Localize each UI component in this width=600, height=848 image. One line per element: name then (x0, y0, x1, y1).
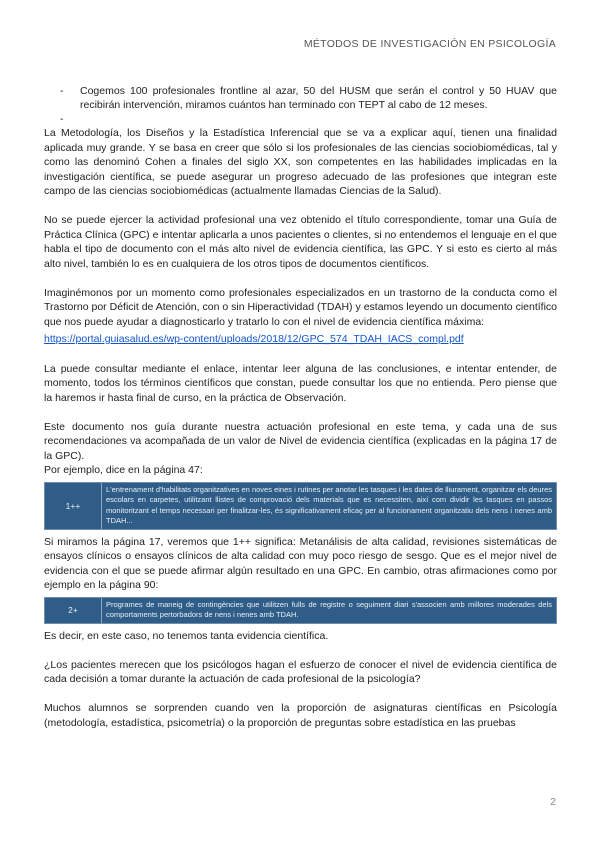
evidence-recommendation: Programes de maneig de contingències que utilitzen fulls de registre o seguiment diari s'associen amb millores moderades dels comportaments pertorbadors de nens i nenes amb TDAH. (106, 599, 552, 619)
evidence-grade: 2+ (45, 598, 102, 623)
evidence-recommendation: L'entrenament d'habilitats organitzatives en noves eines i rutines per anotar les tasques i les dates de lliurament, organitzar els deures escolars en carpetes, utilitzant llistes de comprovació dels materials que es necessiten, així com dividir les tasques en passos monitoritzant el temps necessari per finalitzar-les, és significativament eficaç per al funcionament organitzatiu dels nens i nenes amb TDAH... (106, 484, 552, 525)
bullet-list (44, 84, 557, 126)
bullet-item-empty (60, 112, 557, 126)
paragraph-guide: Este documento nos guía durante nuestra actuación profesional en este tema, y cada una de sus recomendaciones va acompañada de un valor de Nivel de evidencia científica (explicadas en la página 17 de la GPC). (44, 420, 557, 462)
paragraph-less-evidence: Es decir, en este caso, no tenemos tanta evidencia científica. (44, 629, 329, 642)
evidence-table-1 (44, 482, 557, 530)
page-number: 2 (550, 796, 556, 808)
paragraph-consult: La puede consultar mediante el enlace, intentar leer alguna de las conclusiones, e intentar entender, de momento, todos los términos científicos que constan, puede consultar los que no entienda. Pero piense que la haremos ir hasta final de curso, en la práctica de Observación. (44, 362, 557, 404)
paragraph-methodology: La Metodología, los Diseños y la Estadística Inferencial que se va a explicar aquí, tienen una finalidad aplicada muy grande. Y se basa en creer que sólo si los profesionales de las ciencias sociobiomédicas, tal y como las denominó Cohen a finales del siglo XX, son competentes en las habilidades implicadas en la investigación científica, se puede asegurar un progreso adecuado de las profesiones que integran este campo de las ciencias sociobiomédicas (actualmente llamadas Ciencias de la Salud). (44, 127, 557, 197)
evidence-table-2 (44, 597, 557, 624)
gpc-link[interactable]: https://portal.guiasalud.es/wp-content/uploads/2018/12/GPC_574_TDAH_IACS_compl.pdf (44, 333, 464, 345)
paragraph-gpc: No se puede ejercer la actividad profesional una vez obtenido el título correspondiente, tomar una Guía de Práctica Clínica (GPC) e intentar aplicarla a unos pacientes o clientes, si no entendemos el lenguaje en el que habla el tipo de documento con el más alto nivel de evidencia científica, las GPC. Y si esto es cierto al más alto nivel, también lo es en cualquiera de los otros tipos de documentos científicos. (44, 214, 557, 270)
bullet-item: - Cogemos 100 profesionales frontline al azar, 50 del HUSM que serán el control y 50 HUAV que recibirán intervención, miramos cuántos han terminado con TEPT al cabo de 12 meses. (60, 84, 557, 112)
document-body (44, 84, 557, 730)
paragraph-question: ¿Los pacientes merecen que los psicólogos hagan el esfuerzo de conocer el nivel de evidencia científica de cada decisión a tomar durante la actuación de cada profesional de la psicología? (44, 658, 557, 685)
evidence-grade: 1++ (45, 483, 102, 529)
paragraph-students: Muchos alumnos se sorprenden cuando ven la proporción de asignaturas científicas en Psicología (metodología, estadística, psicometría) o la proporción de preguntas sobre estadística en las pruebas (44, 702, 557, 729)
paragraph-tdah: Imaginémonos por un momento como profesionales especializados en un trastorno de la conducta como el Trastorno por Déficit de Atención, con o sin Hiperactividad (TDAH) y estamos leyendo un documento científico que nos puede ayudar a diagnosticarlo y tratarlo lo con el nivel de evidencia científica máxima: (44, 286, 557, 328)
page-header-title: MÉTODOS DE INVESTIGACIÓN EN PSICOLOGÍA (303, 38, 556, 50)
paragraph-page17: Si miramos la página 17, veremos que 1++ significa: Metanálisis de alta calidad, revisiones sistemáticas de ensayos clínicos o ensayos clínicos de alta calidad con muy poco riesgo de sesgo. Que es el mejor nivel de evidencia con el que se puede afirmar algún resultado en una GPC. En cambio, otras afirmaciones como por ejemplo en la página 90: (44, 535, 557, 591)
paragraph-example: Por ejemplo, dice en la página 47: (44, 464, 203, 476)
